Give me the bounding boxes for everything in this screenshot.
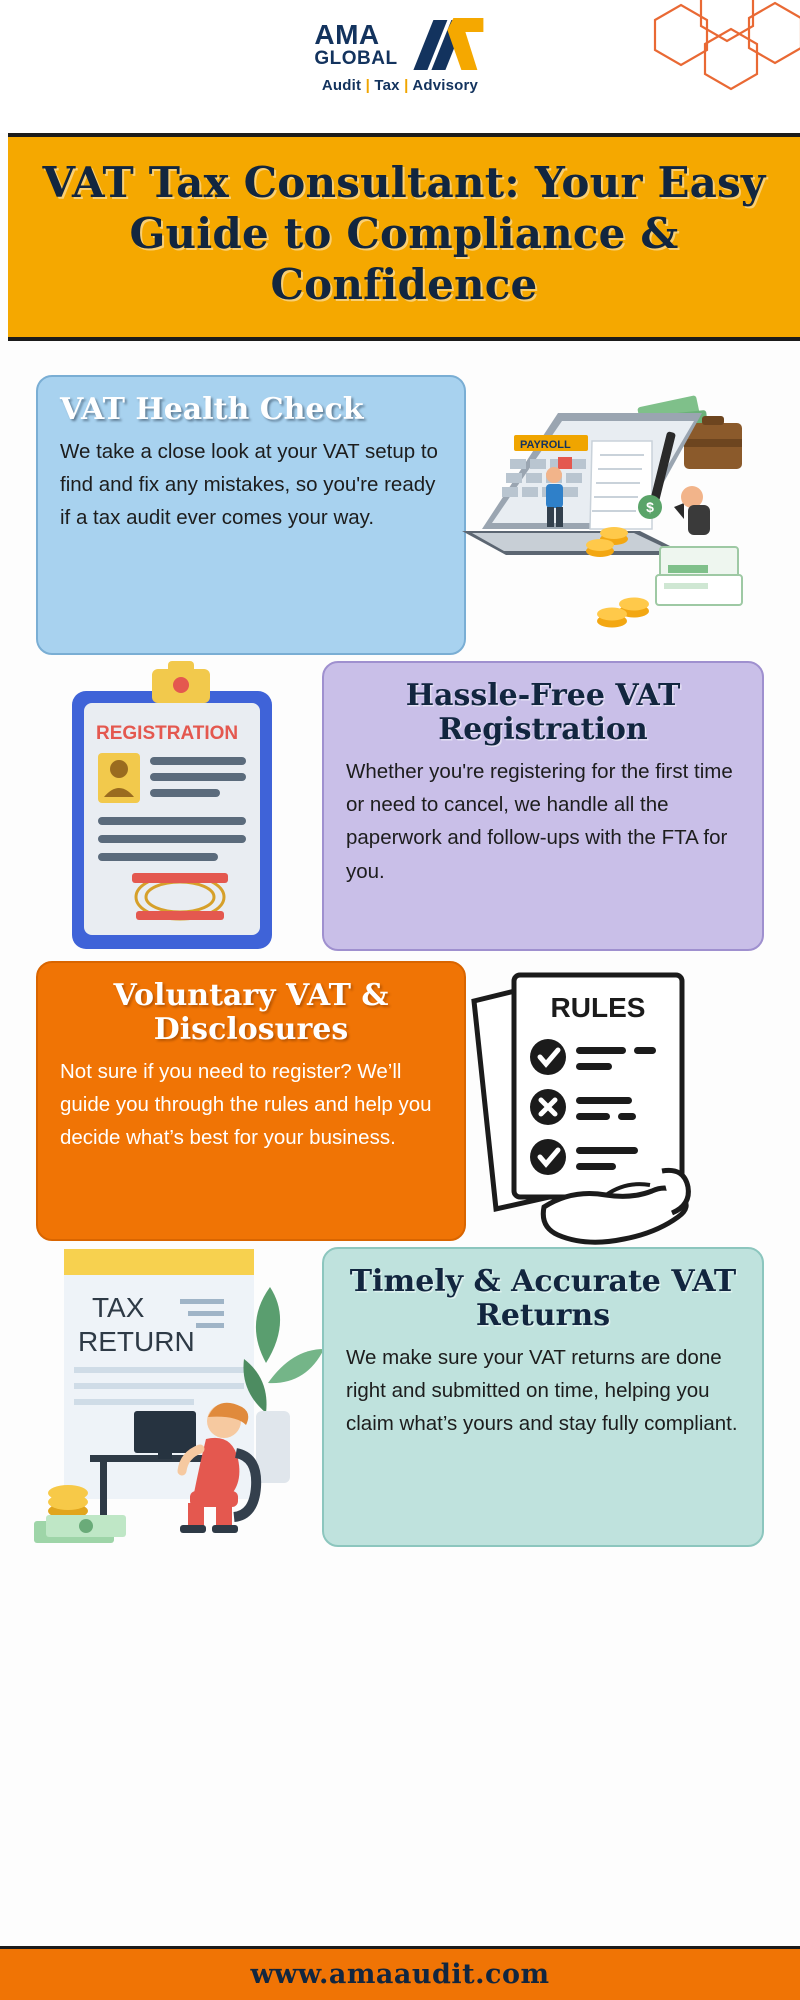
illustration-rules-checklist bbox=[466, 961, 778, 1241]
card-vat-health-check bbox=[36, 375, 466, 655]
page-title: VAT Tax Consultant: Your Easy Guide to Compliance & Confidence bbox=[42, 158, 766, 310]
logo-name-line2: GLOBAL bbox=[314, 47, 398, 69]
title-banner bbox=[8, 133, 800, 341]
card-body: We take a close look at your VAT setup to find and fix any mistakes, so you're ready if a tax audit ever comes your way. bbox=[60, 439, 438, 530]
card-heading: Hassle-Free VAT Registration bbox=[405, 677, 681, 747]
logo-name-line1: AMA bbox=[314, 18, 380, 50]
clipboard-title: REGISTRATION bbox=[96, 722, 239, 744]
ama-a-mark-icon bbox=[408, 16, 486, 72]
card-vat-returns bbox=[322, 1247, 764, 1547]
card-heading: VAT Health Check bbox=[60, 391, 364, 427]
card-vat-registration bbox=[322, 661, 764, 951]
card-body: Not sure if you need to register? We’ll guide you through the rules and help you decide what’s best for your business. bbox=[60, 1060, 432, 1150]
logo-row bbox=[314, 16, 485, 72]
card-body: We make sure your VAT returns are done right and submitted on time, helping you claim what’s yours and stay fully compliant. bbox=[346, 1346, 738, 1436]
card-heading: Timely & Accurate VAT Returns bbox=[349, 1263, 737, 1333]
logo-tagline bbox=[322, 77, 478, 94]
svg-text:$: $ bbox=[646, 498, 654, 515]
tax-label-line1: TAX bbox=[92, 1291, 145, 1323]
header bbox=[0, 0, 800, 133]
illustration-laptop-payroll bbox=[466, 375, 778, 655]
section-voluntary-vat-disclosures bbox=[0, 961, 800, 1241]
logo-tagline-sep2: | bbox=[404, 77, 409, 94]
card-voluntary-vat bbox=[36, 961, 466, 1241]
section-vat-registration bbox=[0, 661, 800, 951]
illustration-clipboard-registration bbox=[22, 661, 322, 951]
svg-text:PAYROLL: PAYROLL bbox=[520, 438, 571, 451]
logo-tagline-audit: Audit bbox=[321, 77, 362, 94]
section-vat-health-check bbox=[0, 375, 800, 655]
logo-tagline-sep1: | bbox=[365, 77, 370, 94]
website-link[interactable]: www.amaaudit.com bbox=[250, 1959, 550, 1990]
section-vat-returns bbox=[0, 1247, 800, 1547]
logo-tagline-tax: Tax bbox=[374, 77, 400, 94]
card-body: Whether you're registering for the first time or need to cancel, we handle all the paperwork and follow-ups with the FTA for you. bbox=[346, 760, 733, 883]
logo[interactable] bbox=[314, 16, 485, 94]
hexagon-decoration-icon bbox=[615, 0, 800, 111]
logo-tagline-advisory: Advisory bbox=[412, 77, 479, 94]
rules-title: RULES bbox=[550, 991, 646, 1023]
footer bbox=[0, 1946, 800, 2000]
tax-label-line2: RETURN bbox=[78, 1325, 195, 1357]
card-heading: Voluntary VAT & Disclosures bbox=[113, 977, 389, 1047]
logo-wordmark bbox=[314, 18, 398, 69]
illustration-tax-return-desk bbox=[22, 1247, 322, 1547]
